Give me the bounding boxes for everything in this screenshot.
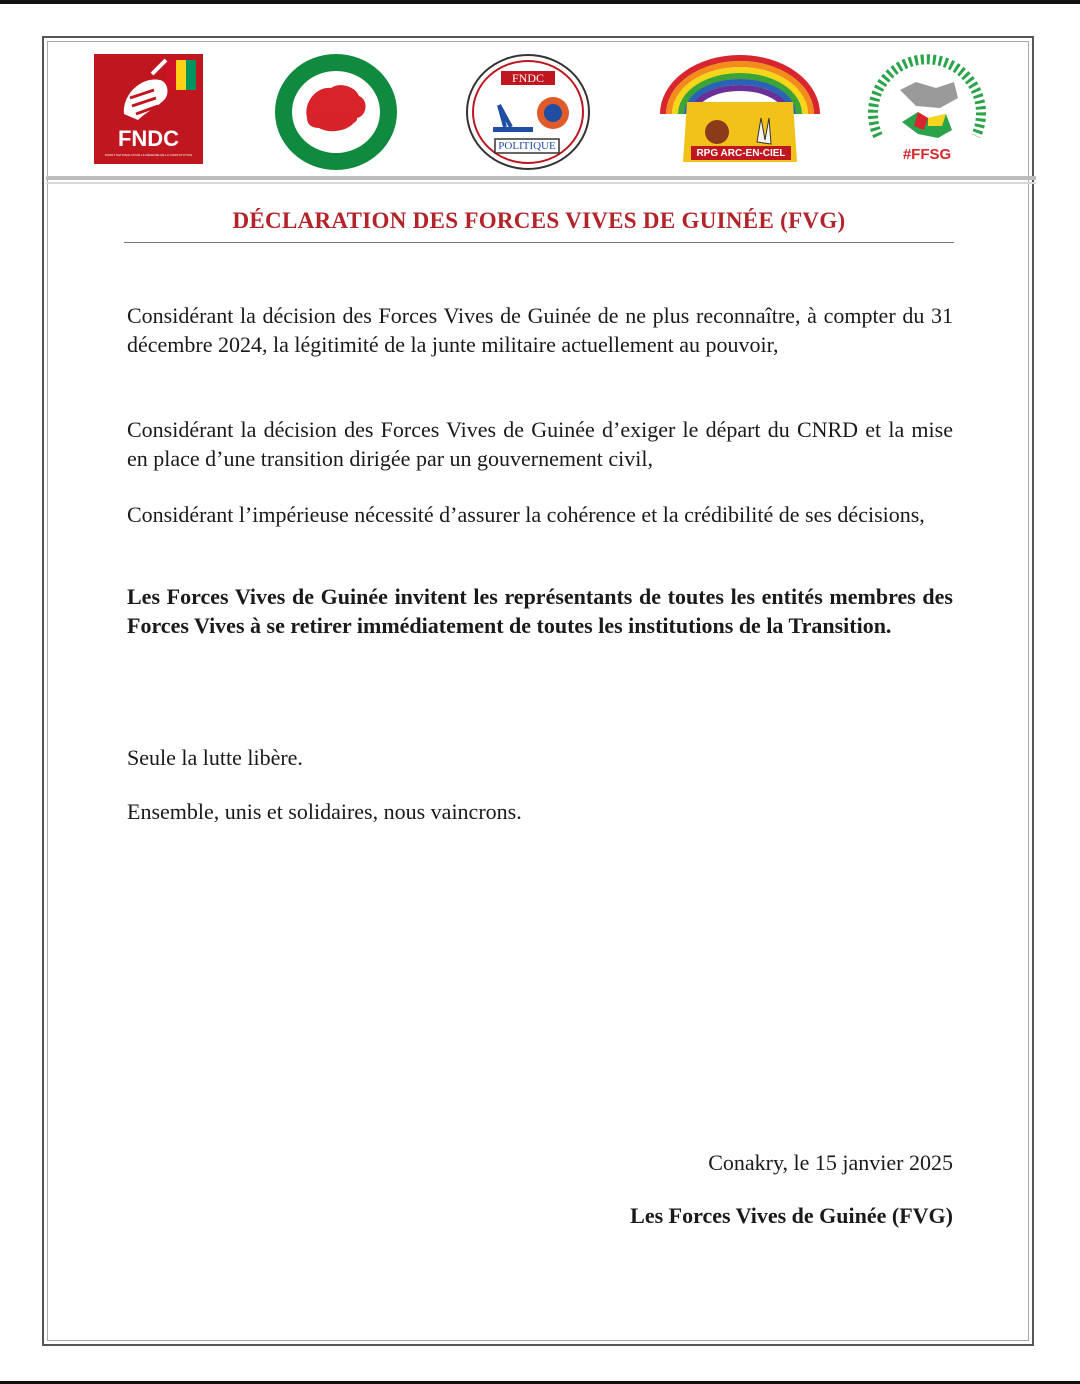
anad-logo-text: ANAD: [314, 110, 358, 127]
title-underline: [124, 242, 954, 243]
fndc-politique-bottom-text: POLITIQUE: [498, 140, 556, 152]
paragraph-declaration: Les Forces Vives de Guinée invitent les représentants de toutes les entités membres des Forces Vives à se retirer immédiatement de toutes les institutions de la Transition.: [127, 584, 953, 638]
document-title: DÉCLARATION DES FORCES VIVES DE GUINÉE (FVG): [232, 208, 846, 233]
ffsg-logo-text: #FFSG: [902, 146, 952, 163]
fndc-logo-text: FNDC: [117, 126, 180, 151]
slogan-1: Seule la lutte libère.: [127, 745, 303, 770]
place-date: Conakry, le 15 janvier 2025: [708, 1150, 953, 1175]
paragraph-3: Considérant l’impérieuse nécessité d’assurer la cohérence et la crédibilité de ses décisions,: [127, 502, 925, 527]
top-edge: [0, 0, 1080, 4]
rpg-logo-text: RPG ARC-EN-CIEL: [696, 148, 786, 159]
fndc-politique-logo: [465, 53, 591, 171]
anad-logo: [273, 52, 399, 172]
slogan-2: Ensemble, unis et solidaires, nous vaincrons.: [127, 799, 522, 824]
fndc-politique-top-text: FNDC: [511, 71, 544, 85]
header-separator: [46, 176, 1036, 180]
fndc-logo: [94, 54, 203, 164]
fndc-logo-small-text: FRONT NATIONAL POUR LA DÉFENSE DE LA CONSTITUTION: [104, 153, 193, 157]
ffsg-logo: [866, 46, 988, 170]
rpg-arc-en-ciel-logo: [657, 52, 823, 166]
signature: Les Forces Vives de Guinée (FVG): [630, 1203, 953, 1228]
paragraph-1: Considérant la décision des Forces Vives de Guinée de ne plus reconnaître, à compter du 31 décembre 2024, la légitimité de la junte militaire actuellement au pouvoir,: [127, 303, 953, 357]
paragraph-2: Considérant la décision des Forces Vives de Guinée d’exiger le départ du CNRD et la mise en place d’une transition dirigée par un gouvernement civil,: [127, 417, 953, 471]
header-separator-thin: [46, 182, 1036, 184]
